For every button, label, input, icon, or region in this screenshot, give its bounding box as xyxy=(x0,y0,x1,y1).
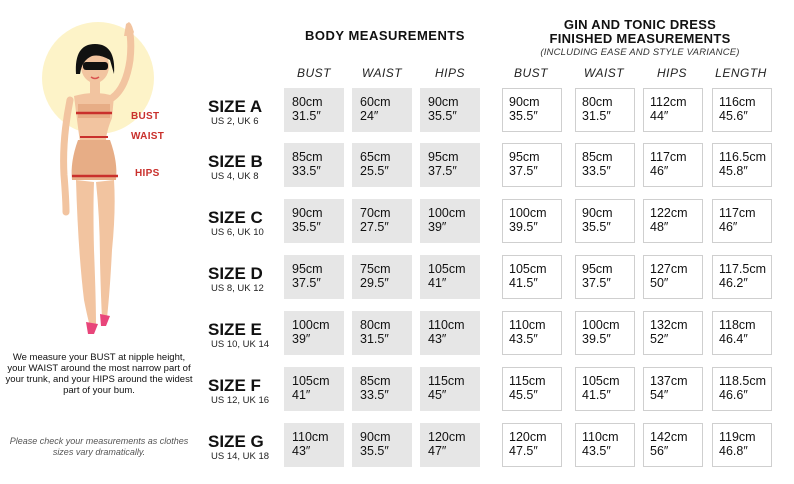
fin-col-length: LENGTH xyxy=(715,66,767,80)
value-cm: 80cm xyxy=(292,95,323,109)
body-hips-cell xyxy=(420,367,480,411)
value-in: 39.5″ xyxy=(582,332,611,346)
value-in: 47″ xyxy=(428,444,447,458)
finished-bust-cell xyxy=(502,367,562,411)
body-measurements-title: BODY MEASUREMENTS xyxy=(305,28,465,43)
finished-length-cell xyxy=(712,255,772,299)
value-cm: 112cm xyxy=(650,95,687,109)
measurement-note: Please check your measurements as clothes sizes vary dramatically. xyxy=(9,436,189,457)
size-name: SIZE E xyxy=(208,320,262,339)
finished-waist-cell xyxy=(575,311,635,355)
value-cm: 75cm xyxy=(360,262,391,276)
value-in: 37.5″ xyxy=(582,276,611,290)
size-label xyxy=(208,98,288,127)
neck xyxy=(90,82,100,94)
size-label xyxy=(208,433,288,462)
value-cm: 142cm xyxy=(650,430,688,444)
value-in: 25.5″ xyxy=(360,164,389,178)
size-label xyxy=(208,377,288,406)
size-name: SIZE A xyxy=(208,97,263,116)
size-codes: US 12, UK 16 xyxy=(211,395,270,406)
right-shoe xyxy=(100,314,110,326)
value-cm: 90cm xyxy=(428,95,459,109)
value-in: 24″ xyxy=(360,109,379,123)
body-bust-cell xyxy=(284,311,344,355)
value-in: 43.5″ xyxy=(582,444,611,458)
value-in: 41.5″ xyxy=(509,276,538,290)
finished-waist-cell xyxy=(575,143,635,187)
value-cm: 115cm xyxy=(428,374,465,388)
value-in: 46.2″ xyxy=(719,276,748,290)
body-bust-cell xyxy=(284,143,344,187)
hips-shape xyxy=(72,140,117,180)
measurement-description: We measure your BUST at nipple height, your WAIST around the most narrow part of your trunk, and your HIPS around the widest part of your bum. xyxy=(5,352,193,396)
body-col-hips: HIPS xyxy=(434,66,465,80)
figure-illustration xyxy=(0,0,200,350)
value-in: 41.5″ xyxy=(582,388,611,402)
size-name: SIZE G xyxy=(208,432,264,451)
value-in: 35.5″ xyxy=(582,220,611,234)
value-in: 37.5″ xyxy=(292,276,321,290)
finished-bust-cell xyxy=(502,255,562,299)
value-cm: 119cm xyxy=(719,430,756,444)
bust-band xyxy=(78,104,110,118)
finished-bust-cell xyxy=(502,311,562,355)
value-cm: 122cm xyxy=(650,206,688,220)
size-codes: US 2, UK 6 xyxy=(211,116,259,127)
body-bust-cell xyxy=(284,199,344,243)
value-cm: 105cm xyxy=(582,374,620,388)
left-shoe xyxy=(86,322,98,334)
body-hips-cell xyxy=(420,311,480,355)
size-label xyxy=(208,321,288,350)
value-cm: 65cm xyxy=(360,150,391,164)
body-hips-cell xyxy=(420,199,480,243)
body-hips-cell xyxy=(420,88,480,132)
body-bust-cell xyxy=(284,255,344,299)
size-name: SIZE D xyxy=(208,264,263,283)
finished-waist-cell xyxy=(575,199,635,243)
value-in: 37.5″ xyxy=(509,164,538,178)
value-cm: 95cm xyxy=(428,150,459,164)
body-hips-cell xyxy=(420,143,480,187)
body-waist-cell xyxy=(352,423,412,467)
value-in: 43″ xyxy=(428,332,447,346)
value-cm: 110cm xyxy=(292,430,329,444)
waist-label: WAIST xyxy=(131,131,165,142)
value-in: 31.5″ xyxy=(292,109,321,123)
value-in: 39.5″ xyxy=(509,220,538,234)
value-cm: 116cm xyxy=(719,95,756,109)
value-in: 41″ xyxy=(428,276,447,290)
value-cm: 132cm xyxy=(650,318,688,332)
value-cm: 85cm xyxy=(292,150,323,164)
value-cm: 100cm xyxy=(582,318,620,332)
finished-waist-cell xyxy=(575,367,635,411)
finished-subtitle: (INCLUDING EASE AND STYLE VARIANCE) xyxy=(540,47,740,58)
body-hips-cell xyxy=(420,423,480,467)
finished-hips-cell xyxy=(643,311,703,355)
value-cm: 120cm xyxy=(428,430,466,444)
value-in: 37.5″ xyxy=(428,164,457,178)
value-in: 35.5″ xyxy=(509,109,538,123)
finished-length-cell xyxy=(712,423,772,467)
value-in: 48″ xyxy=(650,220,669,234)
value-cm: 85cm xyxy=(360,374,391,388)
body-col-bust: BUST xyxy=(296,66,331,80)
body-bust-cell xyxy=(284,88,344,132)
size-label xyxy=(208,153,288,182)
value-cm: 127cm xyxy=(650,262,688,276)
value-in: 52″ xyxy=(650,332,669,346)
value-in: 33.5″ xyxy=(582,164,611,178)
value-cm: 90cm xyxy=(582,206,613,220)
hips-label: HIPS xyxy=(135,168,160,179)
value-in: 27.5″ xyxy=(360,220,389,234)
value-in: 46.6″ xyxy=(719,388,748,402)
value-cm: 90cm xyxy=(292,206,323,220)
finished-bust-cell xyxy=(502,423,562,467)
value-in: 45″ xyxy=(428,388,447,402)
finished-length-cell xyxy=(712,367,772,411)
value-in: 43″ xyxy=(292,444,311,458)
value-in: 41″ xyxy=(292,388,311,402)
value-in: 45.8″ xyxy=(719,164,748,178)
value-in: 35.5″ xyxy=(360,444,389,458)
value-cm: 105cm xyxy=(509,262,547,276)
finished-length-cell xyxy=(712,88,772,132)
body-waist-cell xyxy=(352,255,412,299)
finished-hips-cell xyxy=(643,88,703,132)
value-cm: 137cm xyxy=(650,374,688,388)
size-name: SIZE C xyxy=(208,208,263,227)
value-cm: 70cm xyxy=(360,206,391,220)
finished-bust-cell xyxy=(502,199,562,243)
finished-waist-cell xyxy=(575,88,635,132)
value-cm: 105cm xyxy=(428,262,466,276)
value-cm: 60cm xyxy=(360,95,391,109)
value-in: 44″ xyxy=(650,109,669,123)
value-cm: 118cm xyxy=(719,318,756,332)
size-name: SIZE F xyxy=(208,376,261,395)
size-name: SIZE B xyxy=(208,152,263,171)
value-in: 33.5″ xyxy=(292,164,321,178)
hanging-arm xyxy=(64,100,70,212)
value-in: 56″ xyxy=(650,444,669,458)
value-cm: 118.5cm xyxy=(719,374,767,388)
value-in: 46″ xyxy=(719,220,738,234)
body-bust-cell xyxy=(284,367,344,411)
finished-length-cell xyxy=(712,143,772,187)
value-in: 35.5″ xyxy=(428,109,457,123)
finished-length-cell xyxy=(712,199,772,243)
value-cm: 117cm xyxy=(719,206,756,220)
value-in: 45.5″ xyxy=(509,388,538,402)
finished-hips-cell xyxy=(643,199,703,243)
sunglasses xyxy=(83,62,108,70)
body-hips-cell xyxy=(420,255,480,299)
fin-col-hips: HIPS xyxy=(656,66,687,80)
value-in: 31.5″ xyxy=(582,109,611,123)
value-cm: 110cm xyxy=(582,430,619,444)
value-in: 45.6″ xyxy=(719,109,748,123)
body-waist-cell xyxy=(352,367,412,411)
size-codes: US 14, UK 18 xyxy=(211,451,270,462)
size-codes: US 10, UK 14 xyxy=(211,339,270,350)
fin-col-bust: BUST xyxy=(513,66,548,80)
finished-waist-cell xyxy=(575,255,635,299)
value-in: 43.5″ xyxy=(509,332,538,346)
size-codes: US 4, UK 8 xyxy=(211,171,259,182)
body-col-waist: WAIST xyxy=(361,66,403,80)
raised-hand xyxy=(124,22,134,36)
value-cm: 115cm xyxy=(509,374,546,388)
fin-col-waist: WAIST xyxy=(583,66,625,80)
left-leg xyxy=(76,180,96,326)
finished-title-line2: FINISHED MEASUREMENTS xyxy=(549,31,731,46)
finished-hips-cell xyxy=(643,367,703,411)
finished-hips-cell xyxy=(643,423,703,467)
value-in: 33.5″ xyxy=(360,388,389,402)
value-in: 46″ xyxy=(650,164,669,178)
value-cm: 105cm xyxy=(292,374,330,388)
value-cm: 90cm xyxy=(360,430,391,444)
value-in: 54″ xyxy=(650,388,669,402)
value-in: 39″ xyxy=(292,332,311,346)
value-cm: 90cm xyxy=(509,95,540,109)
finished-length-cell xyxy=(712,311,772,355)
value-cm: 80cm xyxy=(582,95,613,109)
size-label xyxy=(208,265,288,294)
bust-label: BUST xyxy=(131,111,160,122)
finished-measurements-title xyxy=(506,18,774,46)
body-waist-cell xyxy=(352,199,412,243)
body-waist-cell xyxy=(352,311,412,355)
right-leg xyxy=(96,180,115,318)
size-codes: US 6, UK 10 xyxy=(211,227,264,238)
value-cm: 80cm xyxy=(360,318,391,332)
value-cm: 120cm xyxy=(509,430,547,444)
value-in: 50″ xyxy=(650,276,669,290)
value-cm: 95cm xyxy=(582,262,613,276)
value-cm: 116.5cm xyxy=(719,150,767,164)
body-waist-cell xyxy=(352,143,412,187)
size-label xyxy=(208,209,288,238)
finished-title-line1: GIN AND TONIC DRESS xyxy=(563,17,717,32)
value-in: 46.8″ xyxy=(719,444,748,458)
body-bust-cell xyxy=(284,423,344,467)
finished-waist-cell xyxy=(575,423,635,467)
finished-bust-cell xyxy=(502,143,562,187)
value-cm: 117cm xyxy=(650,150,687,164)
value-cm: 117.5cm xyxy=(719,262,767,276)
value-cm: 110cm xyxy=(428,318,465,332)
value-cm: 85cm xyxy=(582,150,613,164)
body-waist-cell xyxy=(352,88,412,132)
value-in: 31.5″ xyxy=(360,332,389,346)
value-in: 35.5″ xyxy=(292,220,321,234)
value-in: 47.5″ xyxy=(509,444,538,458)
value-cm: 100cm xyxy=(509,206,547,220)
size-codes: US 8, UK 12 xyxy=(211,283,264,294)
finished-hips-cell xyxy=(643,255,703,299)
value-cm: 100cm xyxy=(292,318,330,332)
value-in: 46.4″ xyxy=(719,332,748,346)
value-cm: 110cm xyxy=(509,318,546,332)
finished-hips-cell xyxy=(643,143,703,187)
value-cm: 95cm xyxy=(509,150,540,164)
value-in: 29.5″ xyxy=(360,276,389,290)
finished-bust-cell xyxy=(502,88,562,132)
value-cm: 95cm xyxy=(292,262,323,276)
value-in: 39″ xyxy=(428,220,447,234)
value-cm: 100cm xyxy=(428,206,466,220)
